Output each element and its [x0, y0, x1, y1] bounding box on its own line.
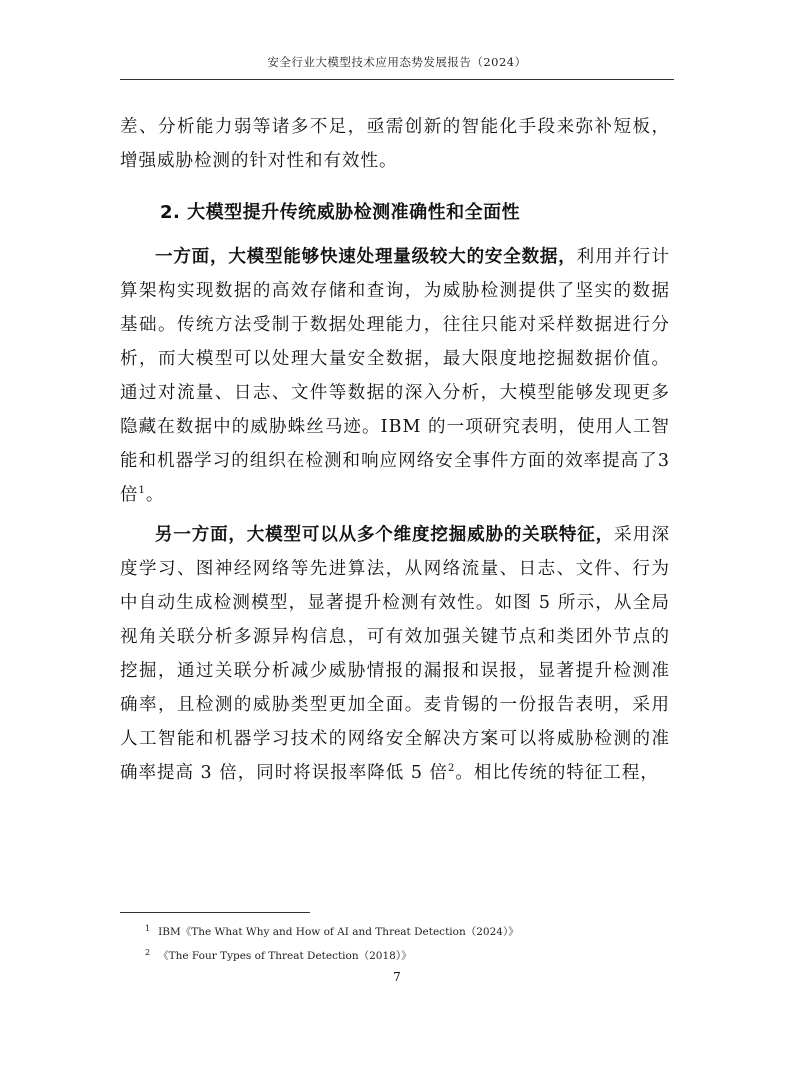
paragraph-1-end: 。 — [145, 485, 165, 505]
paragraph-1 — [120, 240, 670, 512]
continuation-paragraph: 差、分析能力弱等诸多不足，亟需创新的智能化手段来弥补短板，增强威胁检测的针对性和有效性。 — [120, 117, 670, 171]
footnote-ref-2[interactable]: 2 — [448, 763, 456, 775]
footnote-1-mark: 1 — [145, 923, 151, 933]
page-number: 7 — [393, 970, 401, 984]
continuation-block — [120, 110, 670, 178]
paragraph-2-end: 。相比传统的特征工程， — [455, 763, 659, 783]
paragraph-2-lead: 另一方面，大模型可以从多个维度挖掘威胁的关联特征， — [155, 525, 614, 545]
footnote-1 — [145, 920, 665, 944]
page-header: 安全行业大模型技术应用态势发展报告（2024） — [267, 55, 527, 69]
footnote-rule — [120, 912, 310, 913]
paragraph-1-body: 利用并行计算架构实现数据的高效存储和查询，为威胁检测提供了坚实的数据基础。传统方法受制于数据处理能力，往往只能对采样数据进行分析，而大模型可以处理大量安全数据，最大限度地挖掘数据价值。通过对流量、日志、文件等数据的深入分析，大模型能够发现更多隐藏在数据中的威胁蛛丝马迹。IBM 的一项研究表明，使用人工智能和机器学习的组织在检测和响应网络安全事件方面的效率提高了3 倍 — [120, 247, 670, 505]
paragraph-2 — [120, 518, 670, 790]
header-rule — [120, 79, 674, 80]
footnote-2-text: 《The Four Types of Threat Detection（2018）》 — [158, 950, 412, 962]
footnote-1-text: IBM《The What Why and How of AI and Threat Detection（2024）》 — [158, 926, 519, 938]
main-text — [120, 240, 670, 790]
section-heading: 2. 大模型提升传统威胁检测准确性和全面性 — [160, 202, 521, 223]
paragraph-1-lead: 一方面，大模型能够快速处理量级较大的安全数据， — [155, 247, 577, 267]
footnotes — [145, 920, 665, 968]
footnote-2 — [145, 944, 665, 968]
footnote-ref-1[interactable]: 1 — [138, 485, 146, 497]
paragraph-2-body: 采用深度学习、图神经网络等先进算法，从网络流量、日志、文件、行为中自动生成检测模型，显著提升检测有效性。如图 5 所示，从全局视角关联分析多源异构信息，可有效加强关键节点和类团外节点的挖掘，通过关联分析减少威胁情报的漏报和误报，显著提升检测准确率，且检测的威胁类型更加全面。麦肯锡的一份报告表明，采用人工智能和机器学习技术的网络安全解决方案可以将威胁检测的准确率提高 3 倍，同时将误报率降低 5 倍 — [120, 525, 671, 783]
footnote-2-mark: 2 — [145, 947, 151, 957]
